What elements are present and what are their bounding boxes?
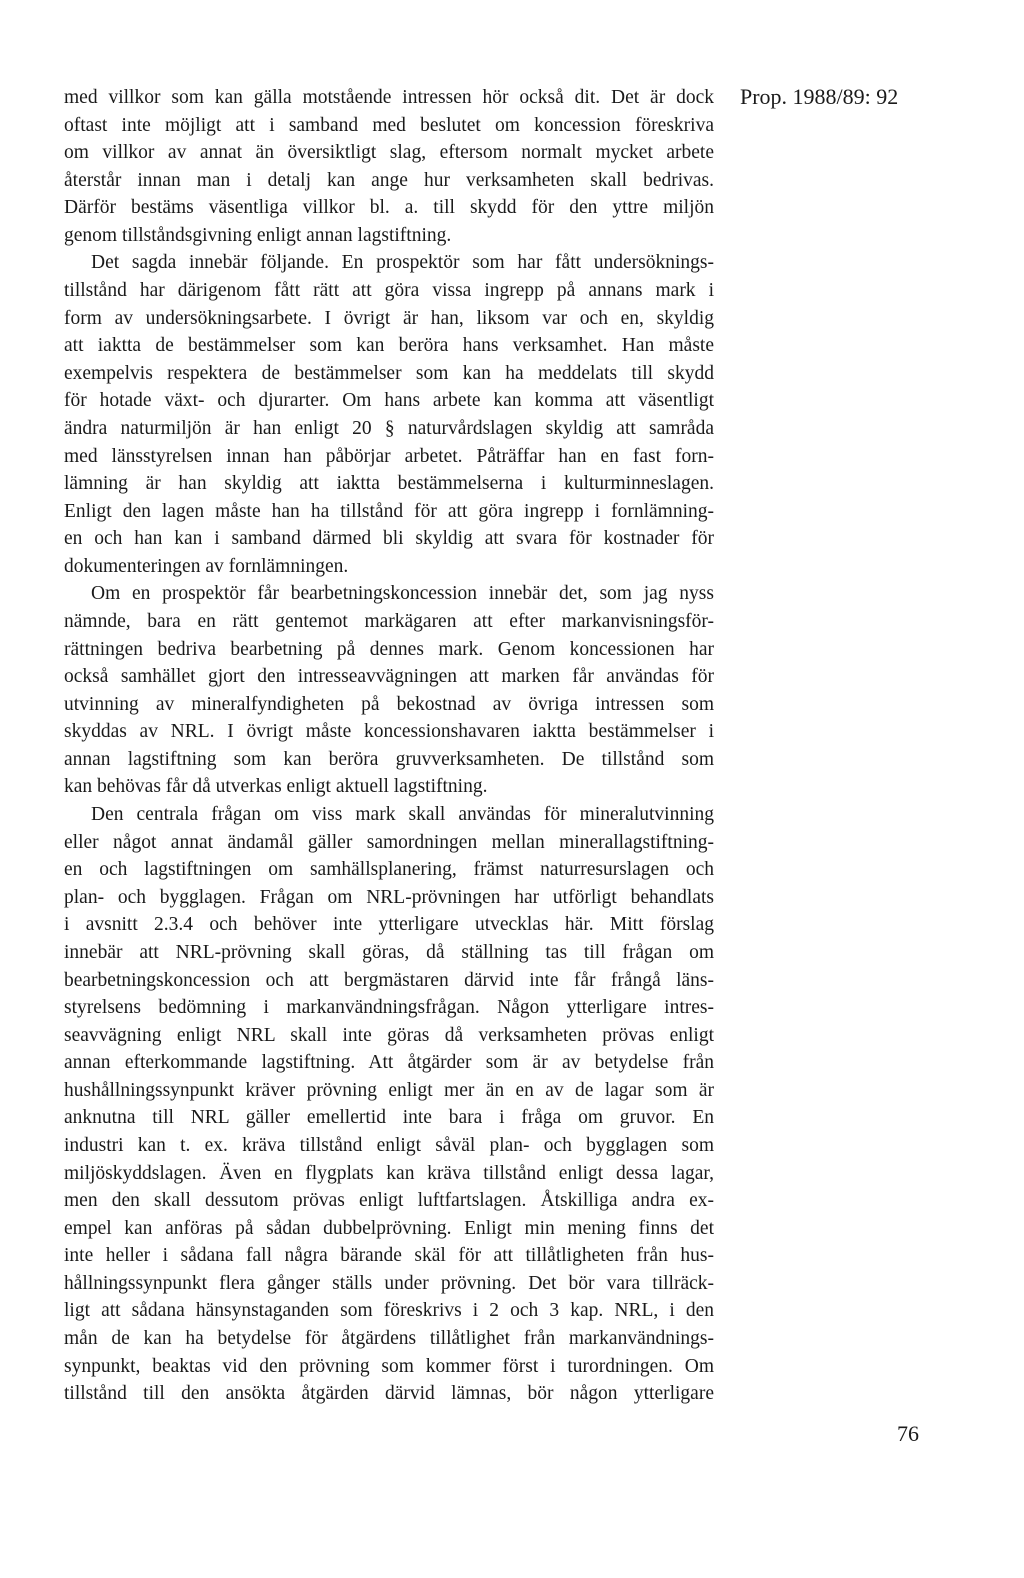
text-line: hushållningssynpunkt kräver prövning enligt mer än en av de lagar som är [64, 1079, 714, 1101]
text-line: innebär att NRL-prövning skall göras, då ställning tas till frågan om [64, 941, 714, 963]
text-line: skyddas av NRL. I övrigt måste koncessionshavaren iaktta bestämmelser i [64, 721, 714, 743]
text-line: bearbetningskoncession och att bergmästaren därvid inte får frångå läns- [64, 969, 714, 991]
text-line: dokumenteringen av fornlämningen. [64, 555, 349, 577]
text-line: synpunkt, beaktas vid den prövning som kommer först i turordningen. Om [64, 1355, 714, 1377]
paragraph [64, 801, 714, 1408]
text-line: empel kan anföras på sådan dubbelprövning. Enligt min mening finns det [64, 1217, 714, 1239]
text-line: Därför bestäms väsentliga villkor bl. a. till skydd för den yttre miljön [64, 197, 714, 219]
text-line: industri kan t. ex. kräva tillstånd enligt såväl plan- och bygglagen som [64, 1134, 714, 1156]
text-line: plan- och bygglagen. Frågan om NRL-prövningen har utförligt behandlats [64, 886, 714, 908]
text-line: utvinning av mineralfyndigheten på bekostnad av övriga intressen som [64, 693, 714, 715]
text-line: för hotade växt- och djurarter. Om hans arbete kan komma att väsentligt [64, 390, 714, 412]
text-line: kan behövas får då utverkas enligt aktuell lagstiftning. [64, 776, 488, 798]
text-line: form av undersökningsarbete. I övrigt är han, liksom var och en, skyldig [64, 307, 714, 329]
text-line: mån de kan ha betydelse för åtgärdens tillåtlighet från markanvändnings- [64, 1328, 714, 1350]
text-line: också samhället gjort den intresseavvägningen att marken får användas för [64, 666, 714, 688]
text-line: annan lagstiftning som kan beröra gruvverksamheten. De tillstånd som [64, 748, 714, 770]
page-number: 76 [897, 1421, 919, 1446]
text-line: oftast inte möjligt att i samband med beslutet om koncession föreskriva [64, 114, 714, 136]
paragraph [64, 580, 714, 801]
text-line: ändra naturmiljön är han enligt 20 § naturvårdslagen skyldig att samråda [64, 417, 714, 439]
text-line: genom tillståndsgivning enligt annan lagstiftning. [64, 224, 452, 246]
text-line: tillstånd till den ansökta åtgärden därvid lämnas, bör någon ytterligare [64, 1383, 714, 1405]
text-line: Den centrala frågan om viss mark skall användas för mineralutvinning [91, 804, 714, 826]
paragraph [64, 84, 714, 249]
text-line: miljöskyddslagen. Även en flygplats kan kräva tillstånd enligt dessa lagar, [64, 1162, 714, 1184]
text-line: ligt att sådana hänsynstaganden som föreskrivs i 2 och 3 kap. NRL, i den [64, 1300, 714, 1322]
text-line: en och lagstiftningen om samhällsplanering, främst naturresurslagen och [64, 859, 714, 881]
text-line: Om en prospektör får bearbetningskoncession innebär det, som jag nyss [91, 583, 714, 605]
text-line: med villkor som kan gälla motstående intressen hör också dit. Det är dock [64, 87, 714, 108]
text-line: med länsstyrelsen innan han påbörjar arbetet. Påträffar han en fast forn- [64, 445, 714, 467]
text-line: återstår innan man i detalj kan ange hur verksamheten skall bedrivas. [64, 169, 714, 191]
text-line: lämning är han skyldig att iaktta bestämmelserna i kulturminneslagen. [64, 473, 714, 495]
text-line: inte heller i sådana fall några bärande skäl för att tillåtligheten från hus- [64, 1245, 714, 1267]
body-text [64, 84, 714, 1408]
text-line: men den skall dessutom prövas enligt luftfartslagen. Åtskilliga andra ex- [64, 1190, 714, 1212]
text-line: om villkor av annat än översiktligt slag, eftersom normalt mycket arbete [64, 142, 714, 164]
text-line: en och han kan i samband därmed bli skyldig att svara för kostnader för [64, 528, 714, 550]
proposition-reference: Prop. 1988/89: 92 [740, 84, 899, 109]
text-line: annan efterkommande lagstiftning. Att åtgärder som är av betydelse från [64, 1052, 714, 1074]
text-line: seavvägning enligt NRL skall inte göras då verksamheten prövas enligt [64, 1024, 714, 1046]
text-line: rättningen bedriva bearbetning på dennes mark. Genom koncessionen har [64, 638, 714, 660]
text-line: Enligt den lagen måste han ha tillstånd för att göra ingrepp i fornlämning- [64, 500, 714, 522]
text-line: eller något annat ändamål gäller samordningen mellan minerallagstiftning- [64, 831, 714, 853]
text-line: hållningssynpunkt flera gånger ställs under prövning. Det bör vara tillräck- [64, 1272, 714, 1294]
text-line: nämnde, bara en rätt gentemot markägaren att efter markanvisningsför- [64, 610, 714, 632]
text-line: exempelvis respektera de bestämmelser som kan ha meddelats till skydd [64, 362, 714, 384]
text-line: att iaktta de bestämmelser som kan beröra hans verksamhet. Han måste [64, 335, 714, 357]
text-line: i avsnitt 2.3.4 och behöver inte ytterligare utvecklas här. Mitt förslag [64, 914, 714, 936]
paragraph [64, 249, 714, 580]
text-line: anknutna till NRL gäller emellertid inte bara i fråga om gruvor. En [64, 1107, 714, 1129]
text-line: styrelsens bedömning i markanvändningsfrågan. Någon ytterligare intres- [64, 997, 714, 1019]
text-line: Det sagda innebär följande. En prospektör som har fått undersöknings- [91, 252, 714, 274]
text-line: tillstånd har därigenom fått rätt att göra vissa ingrepp på annans mark i [64, 280, 714, 302]
